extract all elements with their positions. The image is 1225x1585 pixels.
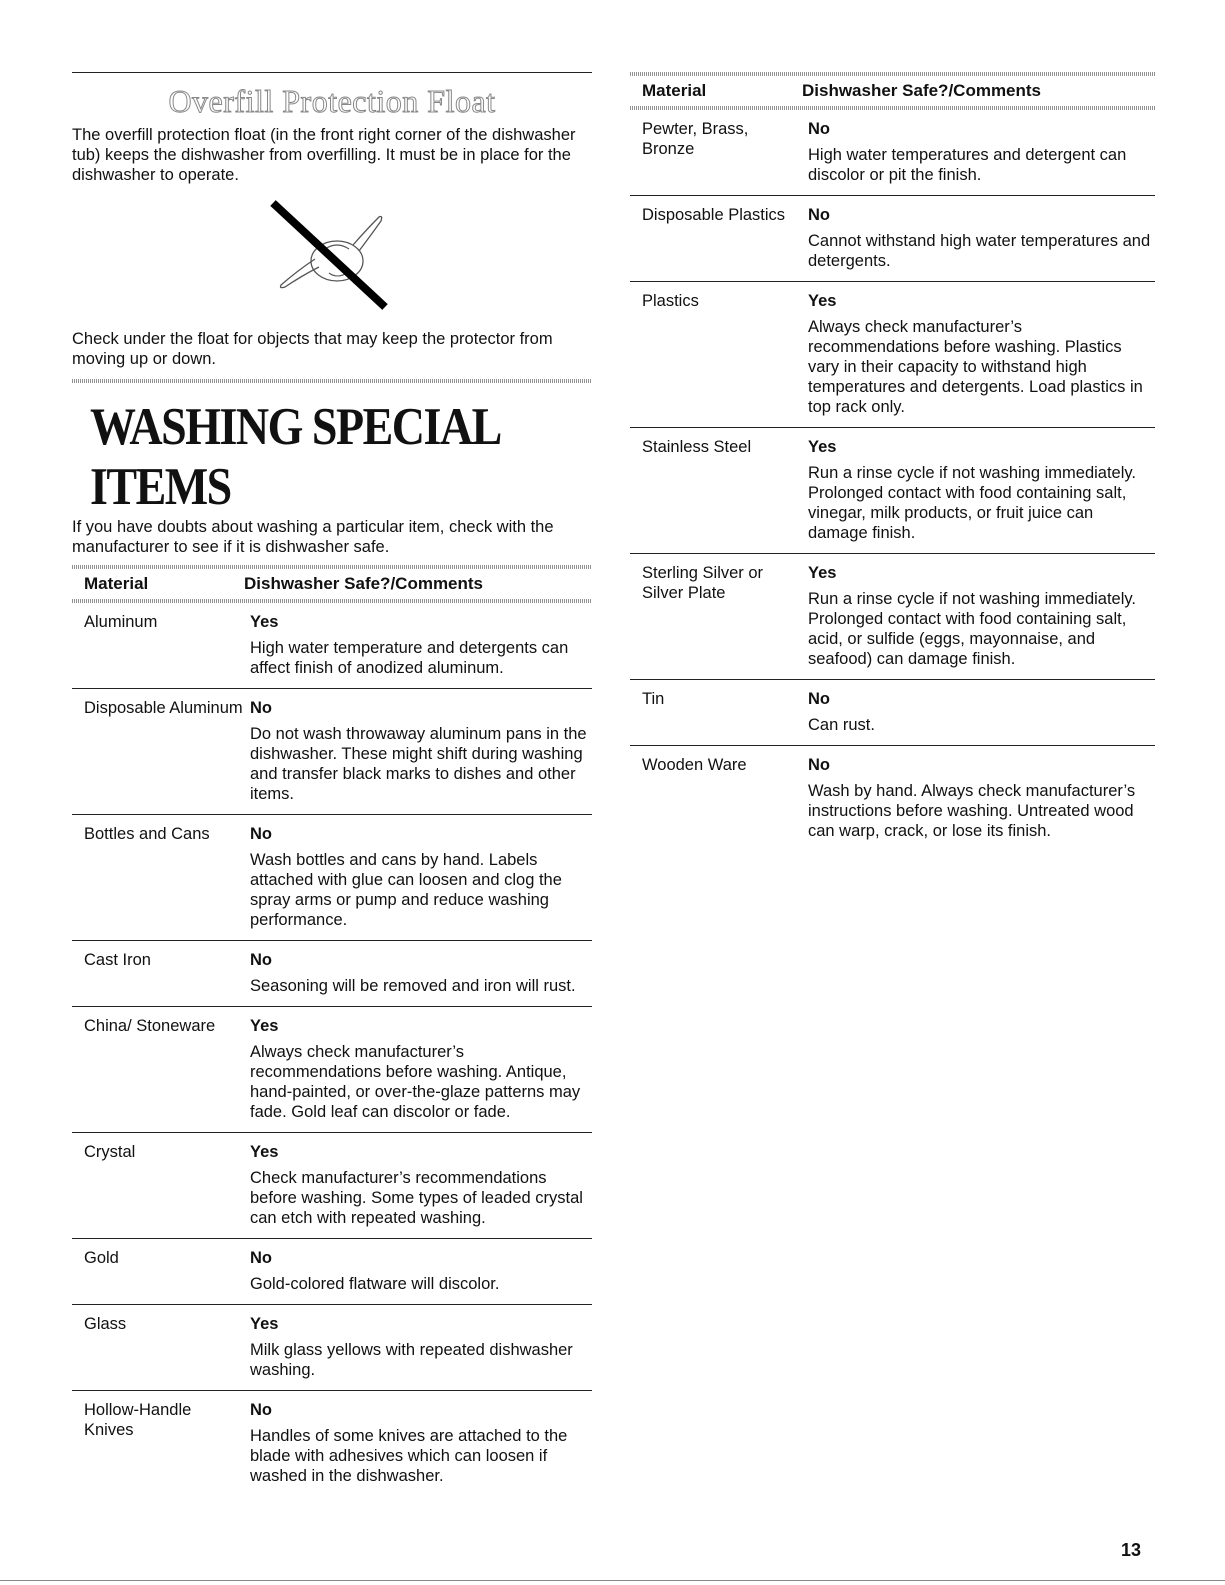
material-comments — [250, 824, 592, 930]
comment-text: Wash bottles and cans by hand. Labels attached with glue can loosen and clog the spray arms or pump and reduce washing performance. — [250, 851, 562, 929]
comments-column-header: Dishwasher Safe?/Comments — [244, 574, 484, 593]
overfill-check-text: Check under the float for objects that may keep the protector from moving up or down. — [72, 330, 553, 368]
material-comments — [808, 689, 1155, 735]
dishwasher-safe-verdict: Yes — [250, 1017, 279, 1035]
comment-text: Always check manufacturer’s recommendations before washing. Plastics vary in their capacity to withstand high temperatures and detergents. Load plastics in top rack only. — [808, 318, 1143, 416]
material-comments — [250, 1248, 592, 1294]
table-header-bottom-rule — [72, 599, 592, 603]
material-comments — [250, 1016, 592, 1122]
material-name: Aluminum — [84, 613, 158, 631]
comments-column-header: Dishwasher Safe?/Comments — [802, 81, 1042, 100]
material-comments — [250, 1142, 592, 1228]
page-number: 13 — [1120, 1540, 1141, 1560]
dishwasher-safe-verdict: No — [808, 690, 830, 708]
table-row — [72, 1305, 592, 1391]
material-name: China/ Stoneware — [84, 1017, 216, 1035]
overfill-intro: The overfill protection float (in the front right corner of the dishwasher tub) keeps the dishwasher from overfilling. It must be in place for the dishwasher to operate. — [72, 126, 576, 184]
table-row — [630, 428, 1155, 554]
dishwasher-safe-verdict: No — [250, 699, 272, 717]
table-row — [72, 1391, 592, 1496]
comment-text: Handles of some knives are attached to the blade with adhesives which can loosen if washed in the dishwasher. — [250, 1427, 568, 1485]
material-comments — [808, 119, 1155, 185]
material-name: Crystal — [84, 1143, 136, 1161]
comment-text: Cannot withstand high water temperatures and detergents. — [808, 232, 1151, 270]
dishwasher-safe-verdict: Yes — [250, 1143, 279, 1161]
material-comments — [250, 612, 592, 678]
washing-special-items-heading: WASHING SPECIAL ITEMS — [90, 397, 499, 516]
dishwasher-safe-verdict: Yes — [250, 613, 279, 631]
table-row — [630, 282, 1155, 428]
table-row — [630, 196, 1155, 282]
dishwasher-safe-verdict: Yes — [808, 438, 837, 456]
material-name: Glass — [84, 1315, 127, 1333]
top-rule — [72, 72, 592, 73]
comment-text: Run a rinse cycle if not washing immediately. Prolonged contact with food containing salt, acid, or sulfide (eggs, mayonnaise, and seafood) can damage finish. — [808, 590, 1137, 668]
table-row — [72, 1239, 592, 1305]
material-column-header: Material — [84, 574, 149, 593]
material-comments — [250, 698, 592, 804]
material-comments — [808, 755, 1155, 841]
comment-text: Seasoning will be removed and iron will rust. — [250, 977, 576, 995]
material-column-header: Material — [642, 81, 707, 100]
material-name: Gold — [84, 1249, 119, 1267]
material-name: Plastics — [642, 292, 699, 310]
comment-text: Check manufacturer’s recommendations before washing. Some types of leaded crystal can etch with repeated washing. — [250, 1169, 583, 1227]
table-row — [72, 1133, 592, 1239]
material-name: Pewter, Brass, Bronze — [642, 120, 749, 158]
right-table-header — [630, 76, 1155, 106]
float-prohibited-icon — [267, 199, 397, 314]
table-row — [72, 689, 592, 815]
material-name: Disposable Plastics — [642, 206, 786, 224]
right-materials-table — [630, 110, 1155, 851]
table-row — [72, 1007, 592, 1133]
material-name: Tin — [642, 690, 665, 708]
material-comments — [250, 1400, 592, 1486]
material-name: Bottles and Cans — [84, 825, 210, 843]
table-row — [72, 603, 592, 689]
dishwasher-safe-verdict: Yes — [250, 1315, 279, 1333]
comment-text: High water temperatures and detergent can discolor or pit the finish. — [808, 146, 1127, 184]
dishwasher-safe-verdict: No — [808, 120, 830, 138]
dishwasher-safe-verdict: No — [250, 951, 272, 969]
table-row — [630, 680, 1155, 746]
right-column — [630, 72, 1155, 851]
bottom-edge-rule — [0, 1580, 1225, 1581]
comment-text: Can rust. — [808, 716, 875, 734]
dishwasher-safe-verdict: No — [808, 756, 830, 774]
material-name: Hollow-Handle Knives — [84, 1401, 192, 1439]
material-name: Wooden Ware — [642, 756, 747, 774]
overfill-float-illustration — [72, 199, 592, 319]
section-divider — [72, 379, 592, 383]
material-comments — [808, 563, 1155, 669]
dishwasher-safe-verdict: No — [250, 1249, 272, 1267]
material-name: Cast Iron — [84, 951, 151, 969]
material-name: Sterling Silver or Silver Plate — [642, 564, 764, 602]
left-materials-table — [72, 603, 592, 1496]
material-name: Disposable Aluminum — [84, 699, 243, 717]
material-comments — [250, 950, 592, 996]
table-row — [72, 941, 592, 1007]
comment-text: Gold-colored flatware will discolor. — [250, 1275, 500, 1293]
material-comments — [808, 437, 1155, 543]
table-header-top-rule — [72, 565, 592, 569]
table-row — [72, 815, 592, 941]
dishwasher-safe-verdict: No — [250, 825, 272, 843]
table-row — [630, 110, 1155, 196]
overfill-title: Overfill Protection Float — [168, 83, 496, 119]
material-comments — [250, 1314, 592, 1380]
left-table-header — [72, 569, 592, 599]
table-header-bottom-rule — [630, 106, 1155, 110]
material-comments — [808, 205, 1155, 271]
dishwasher-safe-verdict: Yes — [808, 564, 837, 582]
comment-text: Milk glass yellows with repeated dishwasher washing. — [250, 1341, 573, 1379]
table-header-top-rule — [630, 72, 1155, 76]
material-name: Stainless Steel — [642, 438, 752, 456]
dishwasher-safe-verdict: No — [250, 1401, 272, 1419]
comment-text: Run a rinse cycle if not washing immediately. Prolonged contact with food containing salt, vinegar, milk products, or fruit juice can damage finish. — [808, 464, 1137, 542]
comment-text: Do not wash throwaway aluminum pans in the dishwasher. These might shift during washing and transfer black marks to dishes and other items. — [250, 725, 587, 803]
special-items-intro: If you have doubts about washing a particular item, check with the manufacturer to see if it is dishwasher safe. — [72, 518, 554, 556]
comment-text: Wash by hand. Always check manufacturer’s instructions before washing. Untreated wood can warp, crack, or lose its finish. — [808, 782, 1136, 840]
comment-text: Always check manufacturer’s recommendations before washing. Antique, hand-painted, or over-the-glaze patterns may fade. Gold leaf can discolor or fade. — [250, 1043, 581, 1121]
table-row — [630, 554, 1155, 680]
dishwasher-safe-verdict: No — [808, 206, 830, 224]
left-column — [72, 72, 592, 1496]
dishwasher-safe-verdict: Yes — [808, 292, 837, 310]
table-row — [630, 746, 1155, 851]
comment-text: High water temperature and detergents can affect finish of anodized aluminum. — [250, 639, 569, 677]
material-comments — [808, 291, 1155, 417]
